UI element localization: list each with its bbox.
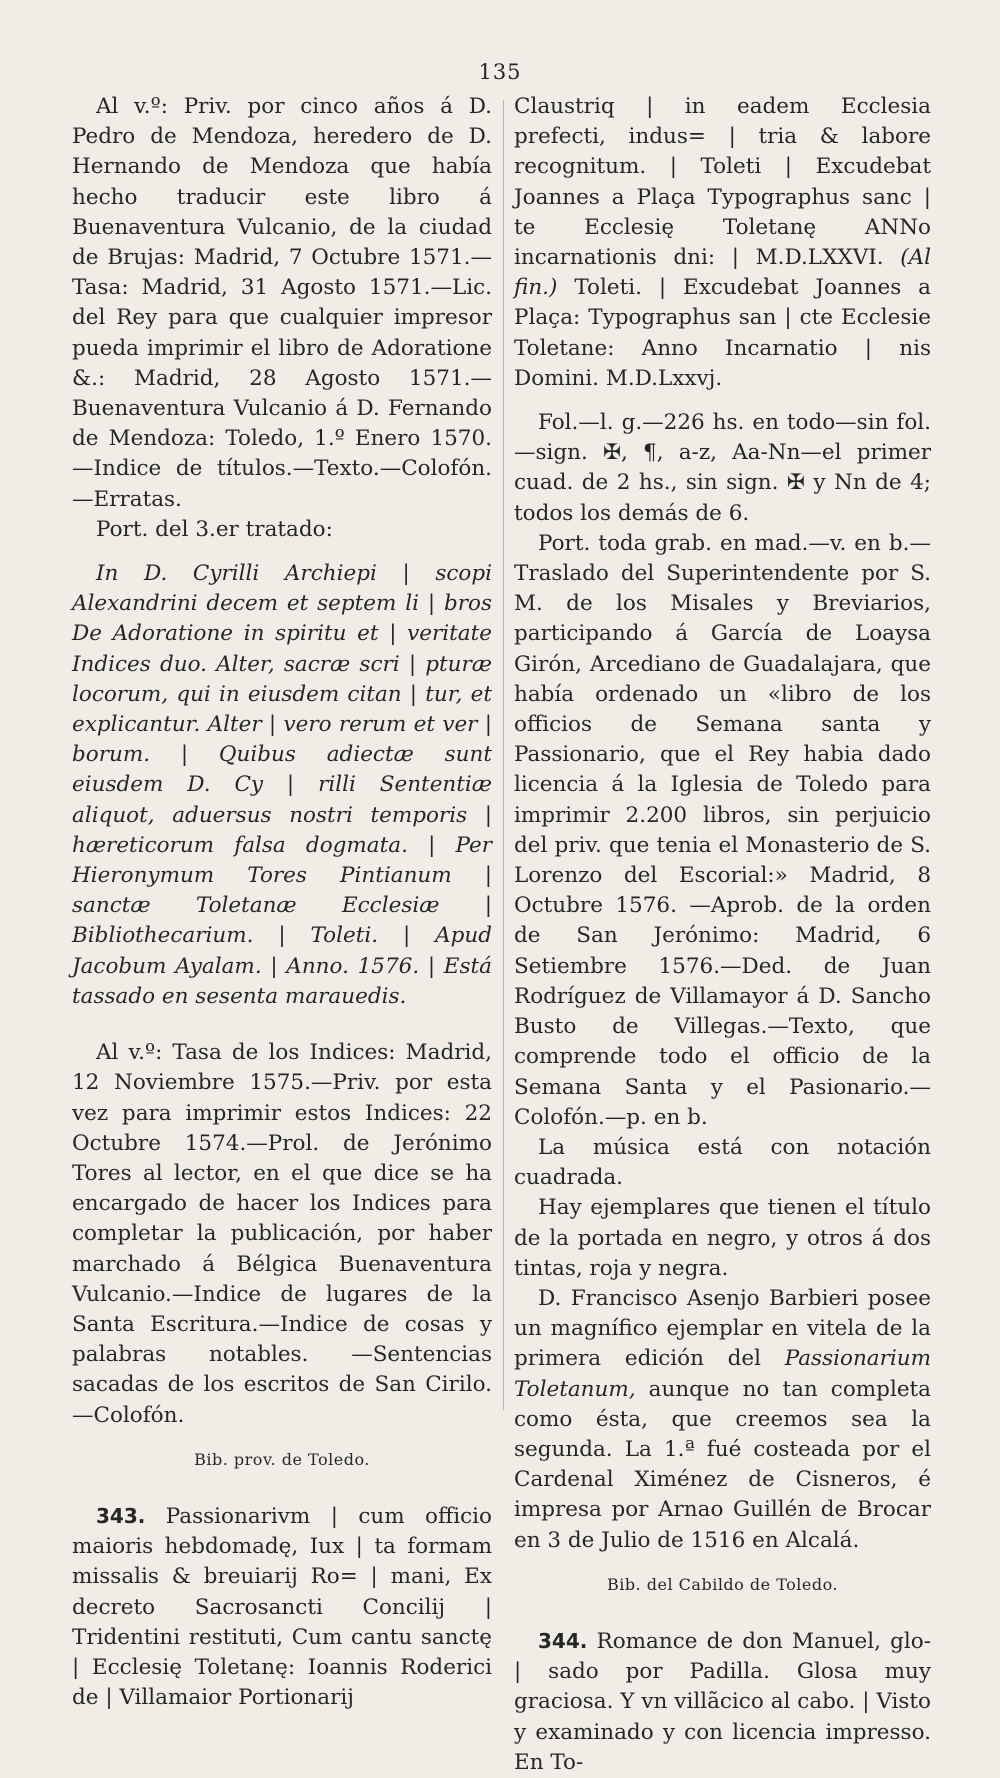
entry-344 [514, 1626, 931, 1778]
right-paragraph-1 [514, 92, 931, 394]
spacer [72, 1475, 492, 1501]
library-reference-2: Bib. del Cabildo de Toledo. [606, 1574, 839, 1594]
left-paragraph-1: Al v.º: Priv. por cinco años á D. Pedro de Mendoza, heredero de D. Hernando de Mendoza que había hecho traducir este libro á Buenaventura Vulcanio, de la ciudad de Brujas: Madrid, 7 Octubre 1571.—Tasa: Madrid, 31 Agosto 1571.—Lic. del Rey para que cualquier impresor pueda imprimir el libro de Adoratione &.: Madrid, 28 Agosto 1571.—Buenaventura Vulcanio á D. Fernando de Mendoza: Toledo, 1.º Enero 1570. —Indice de títulos.—Texto.—Colofón.—Erratas. [72, 94, 492, 512]
column-divider [503, 100, 504, 1410]
right-paragraph-5: Hay ejemplares que tienen el título de la portada en negro, y otros á dos tintas, roja y negra. [514, 1195, 931, 1281]
entry-343-text: Passionarivm | cum officio maioris hebdomadę, Iux | ta formam missalis & breuiarij Ro= | mani, Ex decreto Sacrosancti Concilij | Tridentini restituti, Cum cantu sanctę | Ecclesię Toletanę: Ioannis Roderici de | Villamaior Portionarij [72, 1503, 492, 1711]
spacer [514, 1600, 931, 1626]
right-paragraph-6 [514, 1284, 931, 1556]
right-paragraph-1-tail: Toleti. | Excudebat Joannes a Plaça: Typographus san | cte Ecclesie Toletane: Anno Incarnatio | nis Domini. M.D.Lxxvj. [514, 275, 931, 391]
al-fin-note: (Al fin.) [514, 245, 931, 301]
page-number: 135 [478, 60, 522, 84]
right-paragraph-6-b: aunque no tan completa como ésta, que creemos sea la segunda. La 1.ª fué costeada por el Cardenal Ximénez de Cisneros, é impresa por Arnao Guillén de Brocar en 3 de Julio de 1516 en Alcalá. [514, 1376, 932, 1553]
passionarium-title: Passionarium Toletanum, [514, 1346, 931, 1402]
spacer [72, 1431, 492, 1445]
right-column [514, 92, 931, 1778]
right-paragraph-4: La música está con notación cuadrada. [514, 1134, 931, 1191]
library-reference-1: Bib. prov. de Toledo. [194, 1449, 370, 1469]
entry-344-text: Romance de don Manuel, glo- | sado por Padilla. Glosa muy graciosa. Y vn villãcico al cabo. | Visto y examinado y con licencia impresso. En To- [514, 1628, 931, 1775]
left-paragraph-4: Al v.º: Tasa de los Indices: Madrid, 12 Noviembre 1575.—Priv. por esta vez para imprimir estos Indices: 22 Octubre 1574.—Prol. de Jerónimo Tores al lector, en el que dice se ha encargado de hacer los Indices para completar la publicación, por haber marchado á Bélgica Buenaventura Vulcanio.—Indice de lugares de la Santa Escritura.—Indice de cosas y palabras notables. —Sentencias sacadas de los escritos de San Cirilo.—Colofón. [72, 1040, 492, 1428]
spacer [72, 1012, 492, 1038]
left-paragraph-2: Port. del 3.er tratado: [96, 516, 333, 542]
entry-343-number: 343. [96, 1503, 146, 1528]
right-paragraph-3: Port. toda grab. en mad.—v. en b.—Traslado del Superintendente por S. M. de los Misales y Breviarios, participando á García de Loaysa Girón, Arcediano de Guadalajara, que había ordenado un «libro de los officios de Semana santa y Passionario, que el Rey habia dado licencia á la Iglesia de Toledo para imprimir 2.200 libros, sin perjuicio del priv. que tenia el Monasterio de S. Lorenzo del Escorial:» Madrid, 8 Octubre 1576. —Aprob. de la orden de San Jerónimo: Madrid, 6 Setiembre 1576.—Ded. de Juan Rodríguez de Villamayor á D. Sancho Busto de Villegas.—Texto, que comprende todo el officio de la Semana Santa y el Pasionario.—Colofón.—p. en b. [514, 530, 931, 1130]
entry-344-number: 344. [538, 1628, 588, 1653]
entry-343 [72, 1501, 492, 1713]
spacer [514, 394, 931, 408]
spacer [72, 545, 492, 559]
spacer [514, 1556, 931, 1570]
right-paragraph-6-a: D. Francisco Asenjo Barbieri posee un magnífico ejemplar en vitela de la primera edición del [514, 1285, 931, 1372]
left-column [72, 92, 492, 1713]
left-title-transcription: In D. Cyrilli Archiepi | scopi Alexandrini decem et septem li | bros De Adoratione in spiritu et | veritate Indices duo. Alter, sacræ scri | pturæ locorum, qui in eiusdem citan | tur, et explicantur. Alter | vero rerum et ver | borum. | Quibus adiectæ sunt eiusdem D. Cy | rilli Sententiæ aliquot, aduersus nostri temporis | hæreticorum falsa dogmata. | Per Hieronymum Tores Pintianum | sanctæ Toletanæ Ecclesiæ | Bibliothecarium. | Toleti. | Apud Jacobum Ayalam. | Anno. 1576. | Está tassado en sesenta marauedis. [72, 561, 492, 1009]
right-paragraph-1-text: Claustriq | in eadem Ecclesia prefecti, indus= | tria & labore recognitum. | Toleti | Excudebat Joannes a Plaça Typographus sanc | te Ecclesię Toletanę ANNo incarnationis dni: | M.D.LXXVI. [514, 94, 931, 271]
right-paragraph-2: Fol.—l. g.—226 hs. en todo—sin fol.—sign. ✠, ¶, a-z, Aa-Nn—el primer cuad. de 2 hs., sin sign. ✠ y Nn de 4; todos los demás de 6. [514, 410, 931, 526]
